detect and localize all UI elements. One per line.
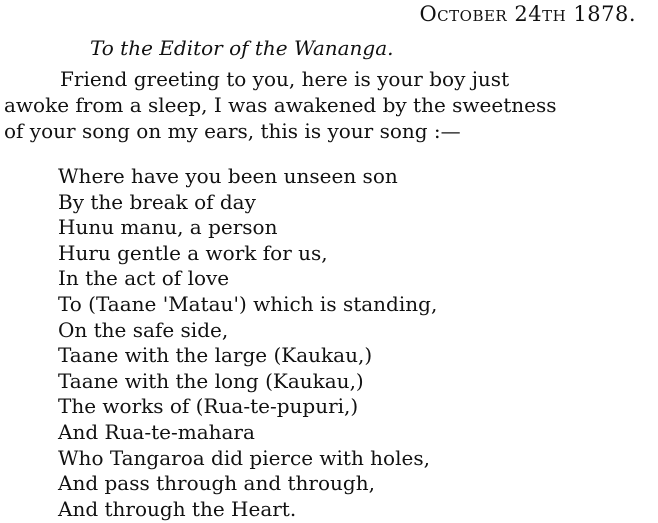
poem xyxy=(58,164,437,522)
letter-date: October 24th 1878. xyxy=(419,2,636,26)
poem-line: The works of (Rua-te-pupuri,) xyxy=(58,394,359,419)
poem-line: Taane with the large (Kaukau,) xyxy=(58,343,373,368)
poem-line: Who Tangaroa did pierce with holes, xyxy=(58,445,430,470)
salutation: To the Editor of the Wananga. xyxy=(90,36,394,60)
letter-body xyxy=(4,66,654,144)
letter-line: Friend greeting to you, here is your boy just xyxy=(60,67,510,91)
poem-line: And pass through and through, xyxy=(58,471,375,496)
poem-line: By the break of day xyxy=(58,189,256,214)
poem-line: Where have you been unseen son xyxy=(58,164,398,188)
letter-line: of your song on my ears, this is your song :— xyxy=(4,119,461,143)
poem-line: Huru gentle a work for us, xyxy=(58,240,328,265)
poem-line: Taane with the long (Kaukau,) xyxy=(58,368,364,393)
letter-line: awoke from a sleep, I was awakened by the sweetness xyxy=(4,93,557,117)
poem-line: On the safe side, xyxy=(58,317,229,342)
poem-line: To (Taane 'Matau') which is standing, xyxy=(58,291,438,316)
poem-line: And through the Heart. xyxy=(58,496,297,521)
poem-line: Hunu manu, a person xyxy=(58,215,278,240)
poem-line: In the act of love xyxy=(58,266,230,291)
poem-line: And Rua-te-mahara xyxy=(58,419,255,444)
